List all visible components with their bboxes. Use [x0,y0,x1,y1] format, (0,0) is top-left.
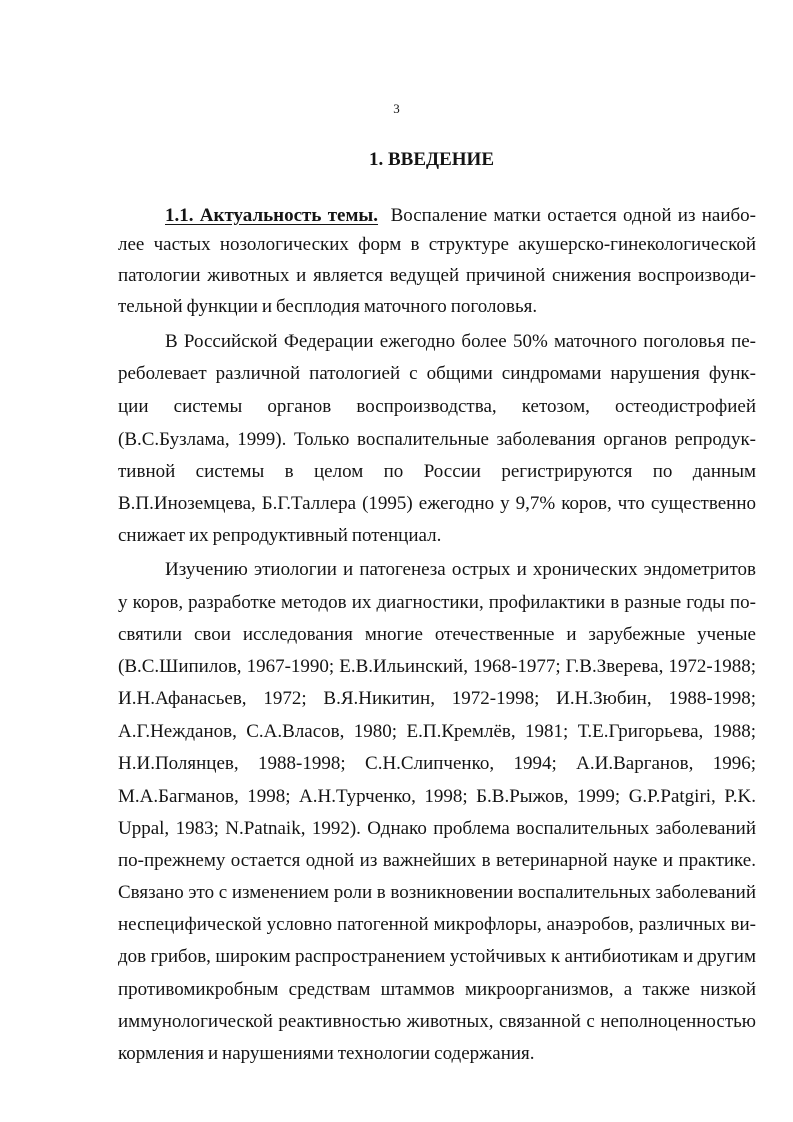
paragraph-3-line-8: М.А.Багманов, 1998; А.Н.Турченко, 1998; Б.В.Рыжов, 1999; G.P.Patgiri, P.K. [118,786,756,807]
paragraph-2-line-5: тивной системы в целом по России регистрируются по данным [118,461,756,482]
paragraph-1-line-2: лее частых нозологических форм в структуре акушерско-гинекологической [118,234,756,255]
paragraph-3-line-11: Связано это с изменением роли в возникновении воспалительных заболеваний [118,882,756,903]
paragraph-3-line-4: (В.С.Шипилов, 1967-1990; Е.В.Ильинский, 1968-1977; Г.В.Зверева, 1972-1988; [118,656,756,677]
paragraph-2-line-6: В.П.Иноземцева, Б.Г.Таллера (1995) ежегодно у 9,7% коров, что существенно [118,493,756,514]
page-number: 3 [393,101,400,116]
paragraph-2-line-7: снижает их репродуктивный потенциал. [118,525,442,546]
paragraph-2-line-1: В Российской Федерации ежегодно более 50% маточного поголовья пе- [165,331,756,352]
paragraph-3-line-10: по-прежнему остается одной из важнейших в ветеринарной науке и практике. [118,850,756,871]
paragraph-3-line-12: неспецифической условно патогенной микрофлоры, анаэробов, различных ви- [118,914,756,935]
paragraph-1-line-1-text: Воспаление матки остается одной из наибо- [390,205,757,226]
section-heading: 1.1. Актуальность темы. [165,205,379,226]
paragraph-3-line-13: дов грибов, широким распространением устойчивых к антибиотикам и другим [118,946,756,967]
paragraph-3-line-14: противомикробным средствам штаммов микроорганизмов, а также низкой [118,979,756,1000]
paragraph-2-line-2: реболевает различной патологией с общими синдромами нарушения функ- [118,363,756,384]
paragraph-1-line-3: патологии животных и является ведущей причиной снижения воспроизводи- [118,265,756,286]
paragraph-1-line-4: тельной функции и бесплодия маточного поголовья. [118,296,538,317]
chapter-title: 1. ВВЕДЕНИЕ [369,149,494,170]
paragraph-2-line-3: ции системы органов воспроизводства, кетозом, остеодистрофией [118,396,756,417]
paragraph-3-line-1: Изучению этиологии и патогенеза острых и хронических эндометритов [165,559,756,580]
paragraph-3-line-5: И.Н.Афанасьев, 1972; В.Я.Никитин, 1972-1998; И.Н.Зюбин, 1988-1998; [118,688,756,709]
paragraph-3-line-9: Uppal, 1983; N.Patnaik, 1992). Однако проблема воспалительных заболеваний [118,818,756,839]
paragraph-3-line-2: у коров, разработке методов их диагностики, профилактики в разные годы по- [118,592,756,613]
paragraph-2-line-4: (В.С.Бузлама, 1999). Только воспалительные заболевания органов репродук- [118,429,756,450]
paragraph-3-line-6: А.Г.Нежданов, С.А.Власов, 1980; Е.П.Кремлёв, 1981; Т.Е.Григорьева, 1988; [118,721,756,742]
paragraph-3-line-15: иммунологической реактивностью животных, связанной с неполноценностью [118,1011,756,1032]
paragraph-3-line-3: святили свои исследования многие отечественные и зарубежные ученые [118,624,756,645]
paragraph-3-line-7: Н.И.Полянцев, 1988-1998; С.Н.Слипченко, 1994; А.И.Варганов, 1996; [118,753,756,774]
paragraph-3-line-16: кормления и нарушениями технологии содержания. [118,1043,535,1064]
paragraph-1-line-1 [165,200,756,231]
